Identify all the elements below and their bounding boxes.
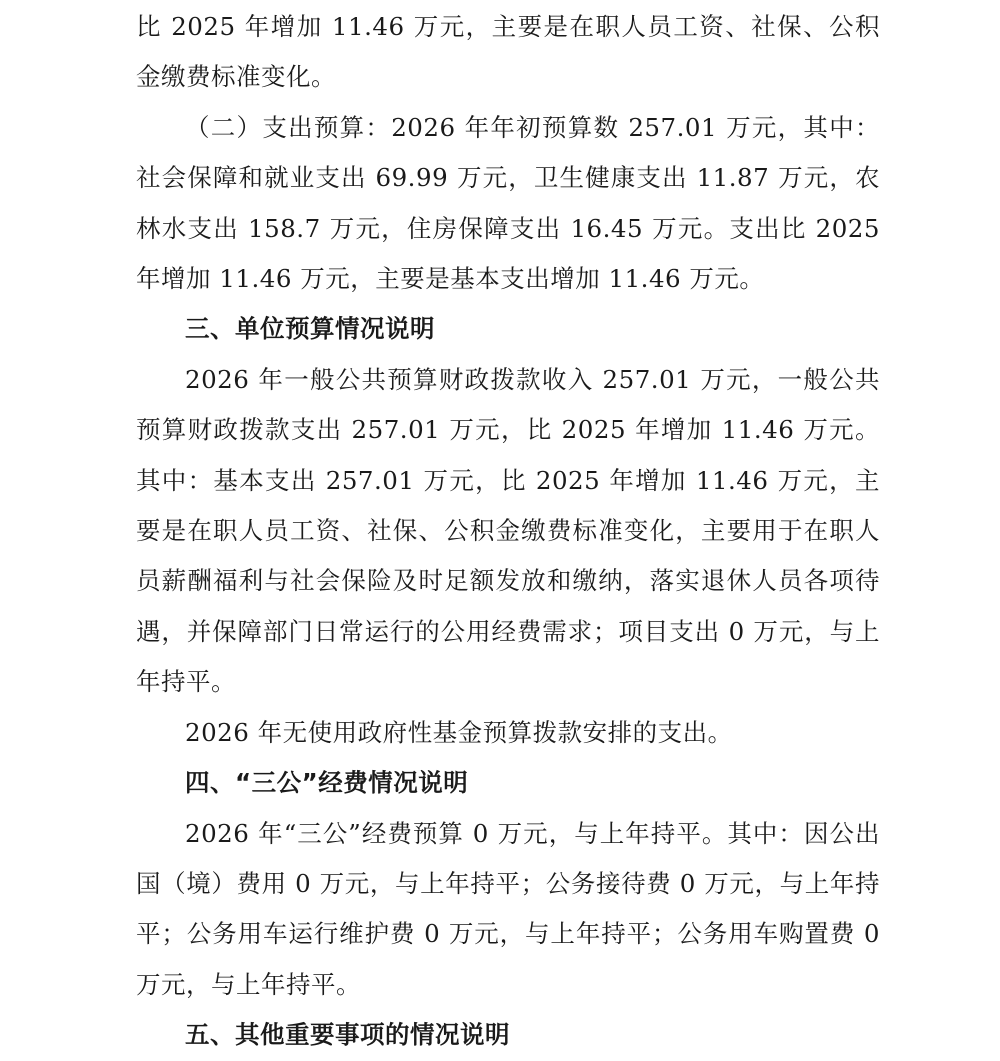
paragraph-expenditure-budget: （二）支出预算：2026 年年初预算数 257.01 万元，其中：社会保障和就业支出 69.99 万元，卫生健康支出 11.87 万元，农林水支出 158.7 万元，住房保障支出 16.45 万元。支出比 2025 年增加 11.46 万元，主要是基本支出增加 11.46 万元。 bbox=[136, 112, 880, 294]
section-heading-other-matters: 五、其他重要事项的情况说明 bbox=[185, 1020, 510, 1050]
paragraph-three-public-expenses: 2026 年“三公”经费预算 0 万元，与上年持平。其中：因公出国（境）费用 0 万元，与上年持平；公务接待费 0 万元，与上年持平；公务用车运行维护费 0 万元，与上年持平；公务用车购置费 0 万元，与上年持平。 bbox=[136, 818, 880, 999]
document-page bbox=[136, 2, 880, 1061]
paragraph-general-public-budget: 2026 年一般公共预算财政拨款收入 257.01 万元，一般公共预算财政拨款支出 257.01 万元，比 2025 年增加 11.46 万元。其中：基本支出 257.01 万元，比 2025 年增加 11.46 万元，主要是在职人员工资、社保、公积金缴费标准变化，主要用于在职人员薪酬福利与社会保险及时足额发放和缴纳，落实退休人员各项待遇，并保障部门日常运行的公用经费需求；项目支出 0 万元，与上年持平。 bbox=[136, 364, 880, 697]
section-heading-three-public: 四、“三公”经费情况说明 bbox=[185, 768, 469, 798]
section-heading-unit-budget: 三、单位预算情况说明 bbox=[185, 314, 435, 344]
paragraph-government-fund: 2026 年无使用政府性基金预算拨款安排的支出。 bbox=[185, 717, 733, 747]
paragraph-revenue-change: 比 2025 年增加 11.46 万元，主要是在职人员工资、社保、公积金缴费标准变化。 bbox=[136, 12, 880, 92]
